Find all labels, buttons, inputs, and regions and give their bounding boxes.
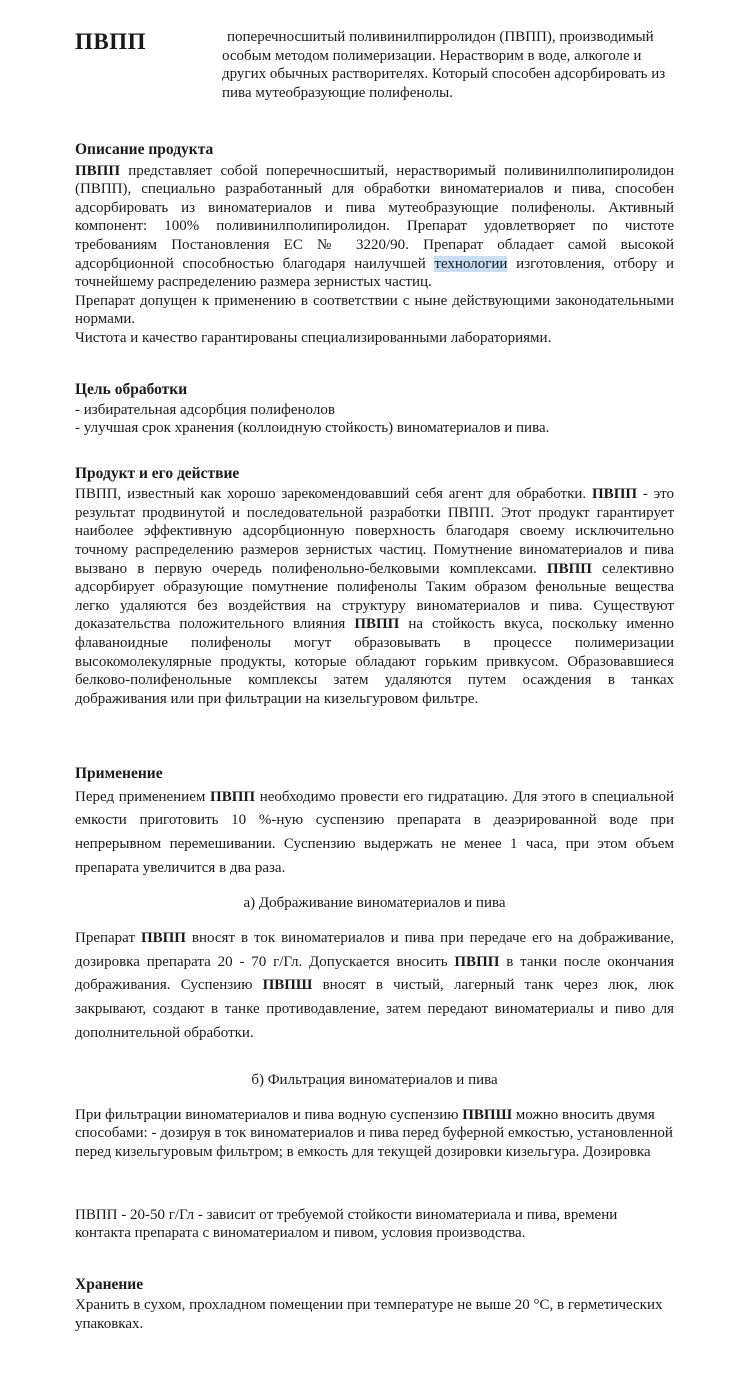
section-heading-purpose: Цель обработки <box>75 380 188 398</box>
product-action-paragraph: ПВПП, известный как хорошо зарекомендовавший себя агент для обработки. ПВПП - это результат продвинутой и последовательной разработки ПВПП. Этот продукт гарантирует наиболее эффективную адсорбционную поверхность благодаря своему исключительно точному распределению размеров зернистых частиц. Помутнение виноматериалов и пива вызвано в первую очередь полифенольно-белковыми комплексами. ПВПП селективно адсорбирует образующие помутнение полифенолы Таким образом фенольные вещества легко удаляются без воздействия на структуру виноматериалов и пива. Существуют доказательства положительного влияния ПВПП на стойкость вкуса, поскольку именно флаваноидные полифенолы могут образовывать в процессе полимеризации высокомолекулярные продукты, которые обладают горьким привкусом. Образовавшиеся белково-полифенольные комплексы затем удаляются путем осаждения в танках дображивания или при фильтрации на кизельгуровом фильтре. <box>75 486 675 707</box>
section-storage <box>75 1275 674 1333</box>
section-purpose <box>75 380 674 438</box>
section-heading-product-action: Продукт и его действие <box>75 464 240 482</box>
highlighted-word: технологии <box>434 255 508 272</box>
description-paragraph-3: Чистота и качество гарантированы специализированными лабораториями. <box>75 329 552 346</box>
term-definition: поперечносшитый поливинилпирролидон (ПВПП), производимый особым методом полимеризации. Нерастворим в воде, алкоголе и других обычных растворителях. Который способен адсорбировать из пива мутеобразующие полифенолы. <box>222 29 666 101</box>
subsection-a-paragraph: Препарат ПВПП вносят в ток виноматериалов и пива при передаче его на дображивание, дозировка препарата 20 - 70 г/Гл. Допускается вносить ПВПП в танки после окончания дображивания. Суспензию ПВПШ вносят в чистый, лагерный танк через люк, люк закрывают, создают в танке противодавление, затем передают виноматериалы и пиво для дополнительной обработки. <box>75 929 674 1041</box>
section-heading-storage: Хранение <box>75 1275 144 1293</box>
description-paragraph-2: Препарат допущен к применению в соответствии с ныне действующими законодательными нормами. <box>75 292 674 328</box>
term-title: ПВПП <box>75 29 147 54</box>
storage-paragraph: Хранить в сухом, прохладном помещении при температуре не выше 20 °С, в герметических упаковках. <box>75 1297 663 1332</box>
purpose-item-2: - улучшая срок хранения (коллоидную стойкость) виноматериалов и пива. <box>75 420 550 437</box>
section-description <box>75 140 674 347</box>
dosage-paragraph: ПВПП - 20-50 г/Гл - зависит от требуемой стойкости виноматериала и пива, времени контакта препарата с виноматериалом и пивом, условия производства. <box>75 1206 618 1242</box>
subsection-b-paragraph: При фильтрации виноматериалов и пива водную суспензию ПВПШ можно вносить двумя способами: - дозируя в ток виноматериалов и пива перед буферной емкостью, установленной перед кизельгуровым фильтром; в емкость для текущей дозировки кизельгура. Дозировка <box>75 1106 673 1161</box>
section-heading-description: Описание продукта <box>75 141 214 159</box>
subsection-b-heading: б) Фильтрация виноматериалов и пива <box>251 1072 498 1089</box>
subsection-a-heading: а) Дображивание виноматериалов и пива <box>243 895 506 912</box>
section-application <box>75 764 674 1243</box>
description-paragraph-1: ПВПП представляет собой поперечносшитый, нерастворимый поливинилполипиролидон (ПВПП), специально разработанный для обработки виноматериалов и пива, способен адсорбировать из виноматериалов и пива мутеобразующие полифенолы. Активный компонент: 100% поливинилполипиролидон. Препарат удовлетворяет по чистоте требованиям Постановления ЕС № 3220/90. Препарат обладает самой высокой адсорбционной способностью благодаря наилучшей технологии изготовления, отбору и точнейшему распределению размера зернистых частиц. <box>75 162 674 291</box>
application-intro-paragraph: Перед применением ПВПП необходимо провести его гидратацию. Для этого в специальной емкости приготовить 10 %-ную суспензию препарата в деаэрированной воде при непрерывном перемешивании. Суспензию выдержать не менее 1 часа, при этом объем препарата увеличится в два раза. <box>75 788 674 876</box>
purpose-item-1: - избирательная адсорбция полифенолов <box>75 401 335 418</box>
section-product-action <box>75 464 674 708</box>
definition-header <box>75 28 674 102</box>
section-heading-application: Применение <box>75 765 163 783</box>
